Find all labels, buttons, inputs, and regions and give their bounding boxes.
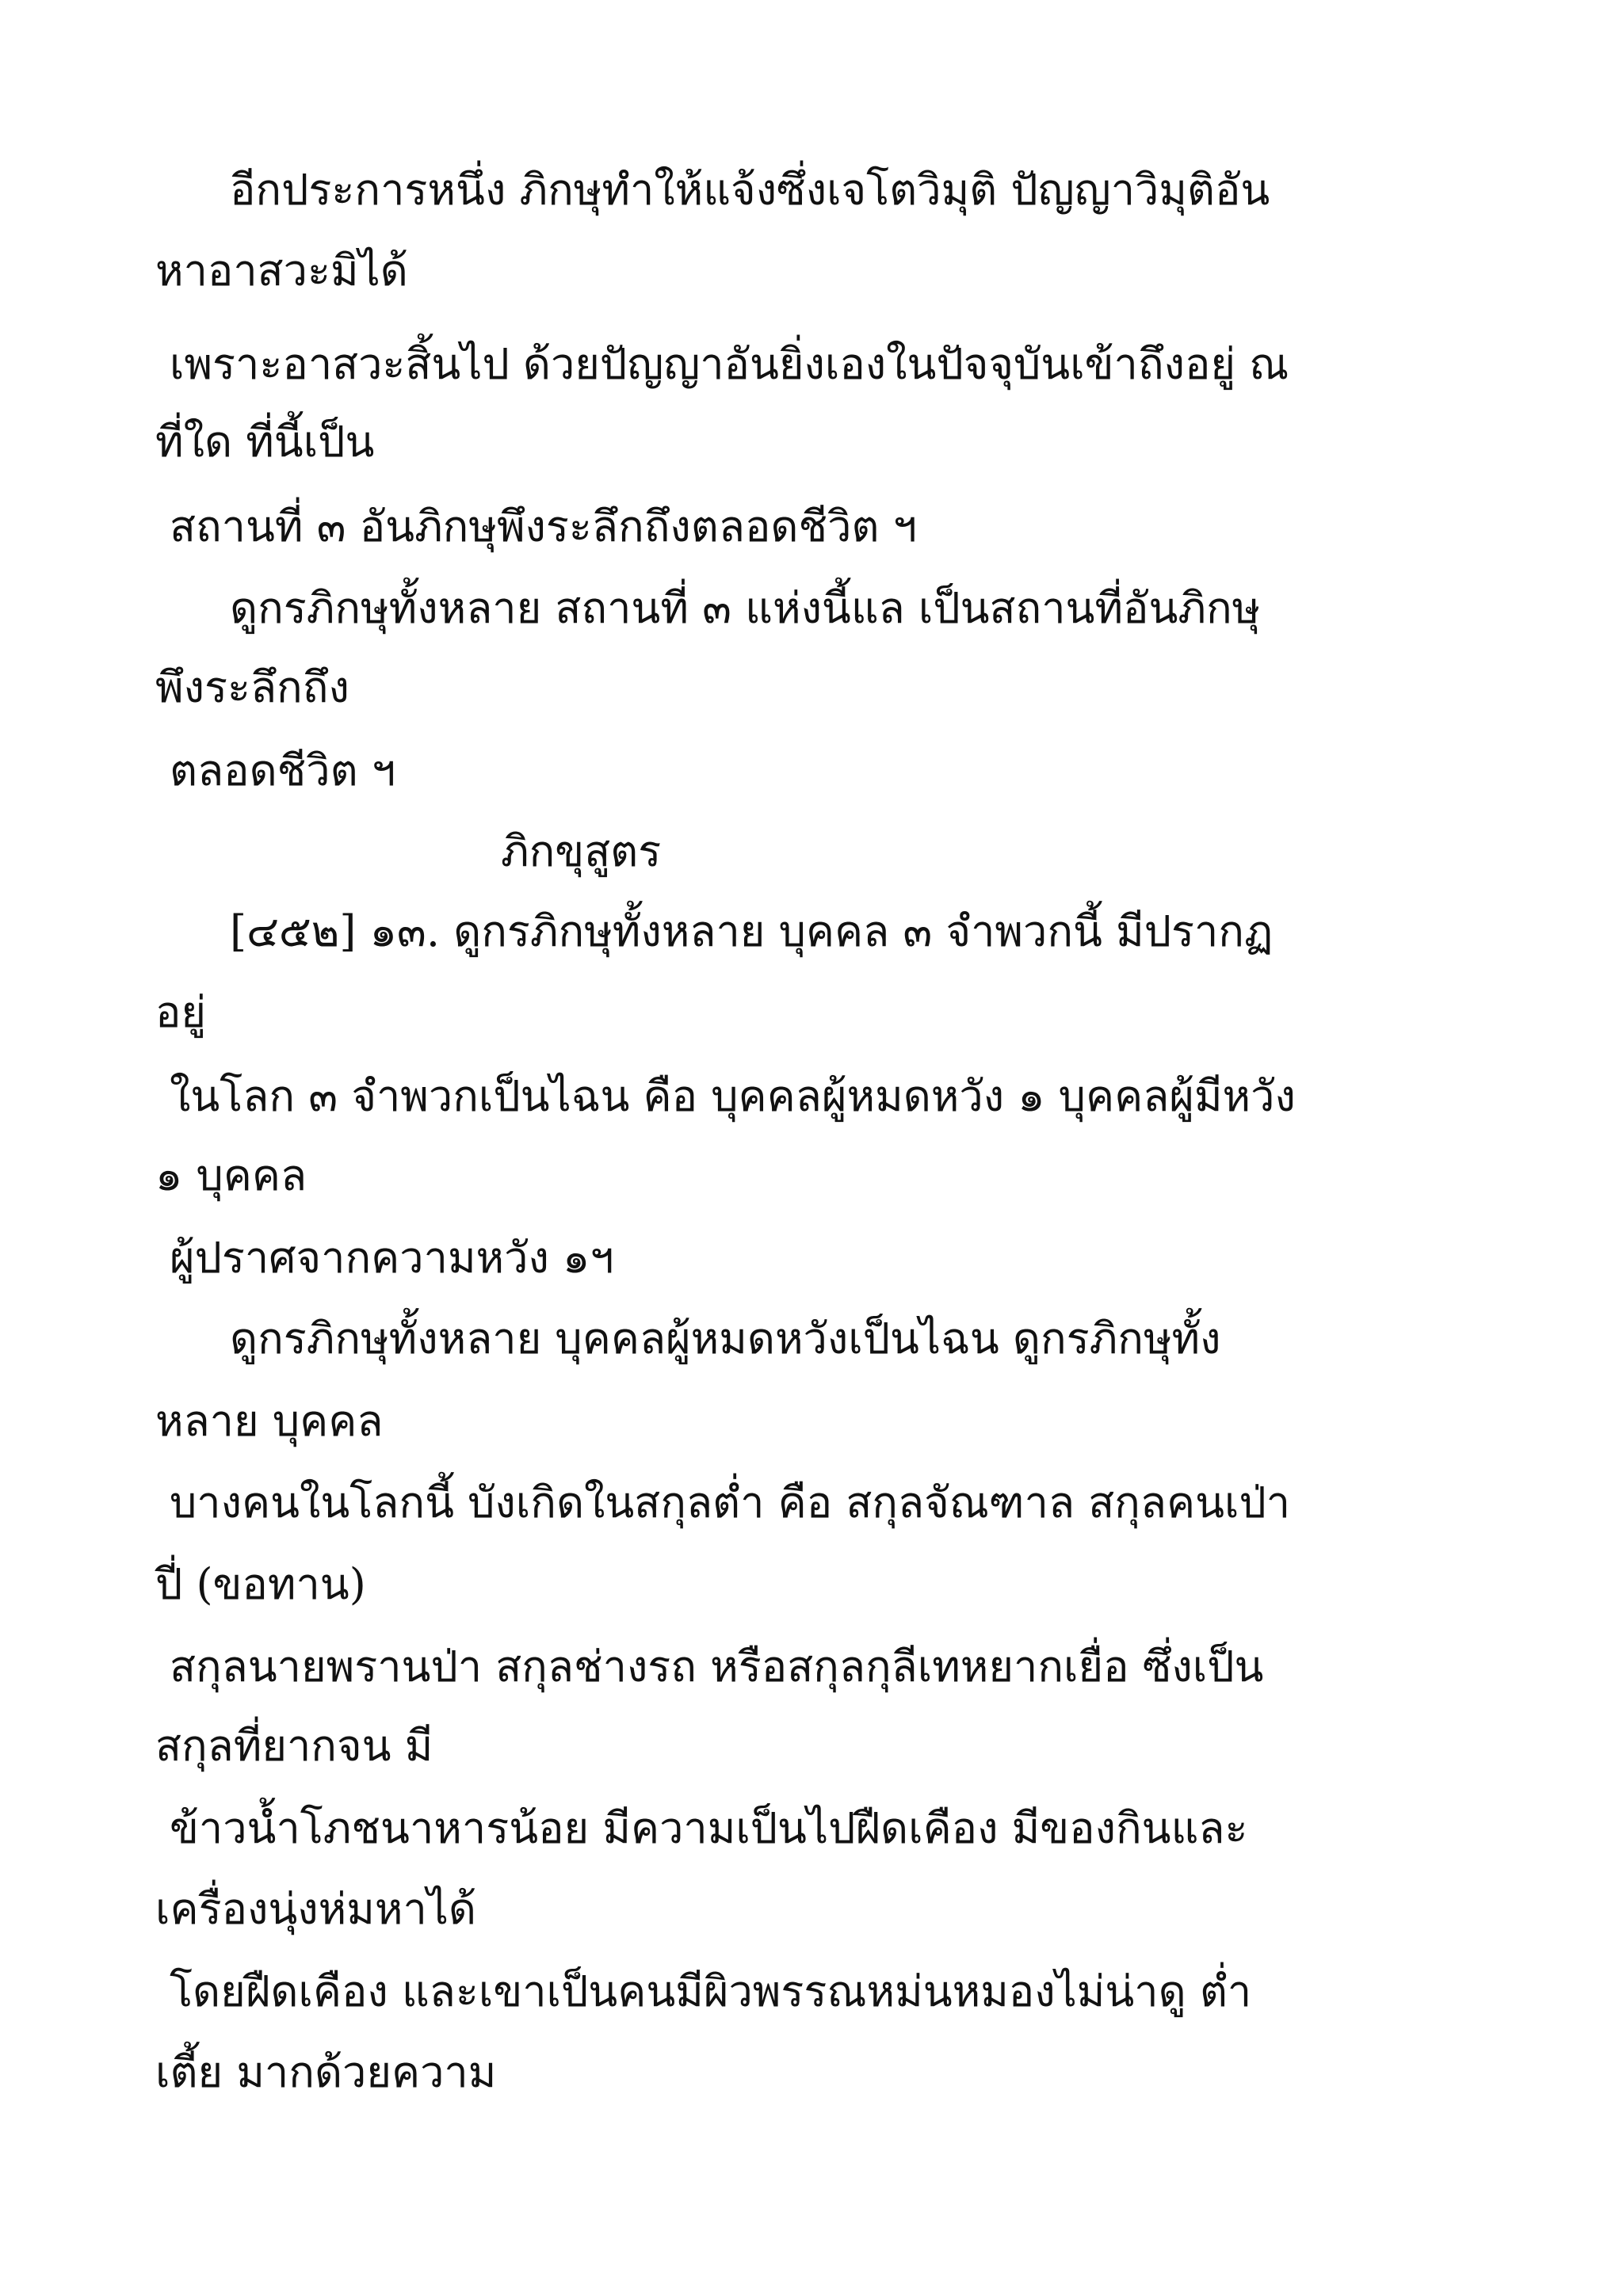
text-line: หาอาสวะมิได้ <box>155 246 408 296</box>
text-line: ปี่ (ขอทาน) <box>155 1559 366 1609</box>
text-line: ดูกรภิกษุทั้งหลาย สถานที่ ๓ แห่งนี้แล เป็นสถานที่อันภิกษุ <box>230 583 1261 633</box>
text-line: สกุลที่ยากจน มี <box>155 1721 433 1771</box>
text-line: [๔๕๒] ๑๓. ดูกรภิกษุทั้งหลาย บุคคล ๓ จำพวกนี้ มีปรากฏ <box>230 906 1274 956</box>
text-line: เพราะอาสวะสิ้นไป ด้วยปัญญาอันยิ่งเองในปัจจุบันเข้าถึงอยู่ ณ <box>170 339 1289 389</box>
text-line: อีกประการหนึ่ง ภิกษุทำให้แจ้งซึ่งเจโตวิมุติ ปัญญาวิมุติอัน <box>230 165 1270 215</box>
text-line: โดยฝืดเคือง และเขาเป็นคนมีผิวพรรณหม่นหมองไม่น่าดู ต่ำ <box>170 1966 1252 2016</box>
text-line: อยู่ <box>155 987 207 1037</box>
text-line: เตี้ย มากด้วยความ <box>155 2047 497 2097</box>
text-line: ในโลก ๓ จำพวกเป็นไฉน คือ บุคคลผู้หมดหวัง ๑ บุคคลผู้มีหวัง <box>170 1071 1296 1121</box>
text-line: พึงระลึกถึง <box>155 662 349 712</box>
text-line: สกุลนายพรานป่า สกุลช่างรถ หรือสกุลกุลีเทหยากเยื่อ ซึ่งเป็น <box>170 1642 1264 1691</box>
text-line: หลาย บุคคล <box>155 1396 384 1446</box>
section-title: ภิกขุสูตร <box>501 826 662 876</box>
text-line: บางคนในโลกนี้ บังเกิดในสกุลต่ำ คือ สกุลจัณฑาล สกุลคนเป่า <box>170 1478 1291 1527</box>
text-line: ๑ บุคคล <box>155 1150 307 1200</box>
text-line: ผู้ปราศจากความหวัง ๑ฯ <box>170 1233 614 1283</box>
text-line: ดูกรภิกษุทั้งหลาย บุคคลผู้หมดหวังเป็นไฉน ดูกรภิกษุทั้ง <box>230 1314 1221 1363</box>
text-line: ตลอดชีวิต ฯ <box>170 746 396 795</box>
text-line: ข้าวน้ำโภชนาหารน้อย มีความเป็นไปฝืดเคือง มีของกินและ <box>170 1803 1248 1853</box>
text-line: เครื่องนุ่งห่มหาได้ <box>155 1884 476 1934</box>
text-line: ที่ใด ที่นี้เป็น <box>155 417 375 467</box>
text-line: สถานที่ ๓ อันภิกษุพึงระลึกถึงตลอดชีวิต ฯ <box>170 502 917 551</box>
